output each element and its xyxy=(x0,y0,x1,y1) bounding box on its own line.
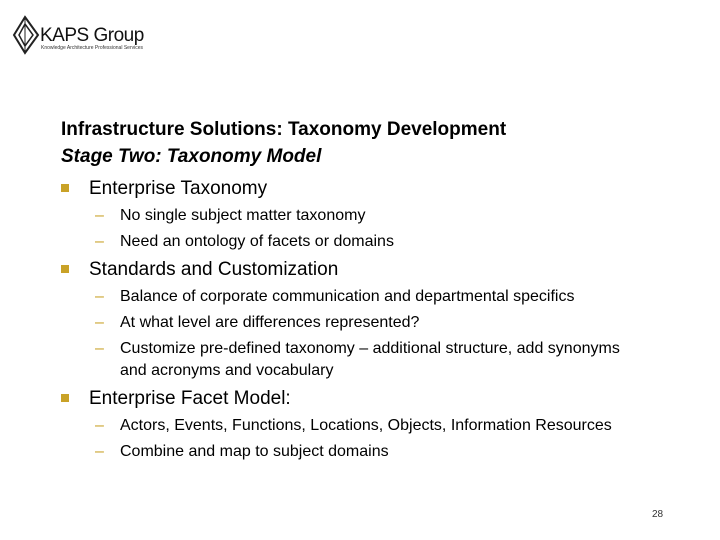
sub-text: At what level are differences represented? xyxy=(120,314,420,331)
dash-icon: – xyxy=(95,417,104,434)
sub-text: Actors, Events, Functions, Locations, Objects, Information Resources xyxy=(120,417,612,434)
sub-text: Customize pre-defined taxonomy – additional structure, add synonyms and acronyms and vocabulary xyxy=(120,340,620,379)
sub-text: No single subject matter taxonomy xyxy=(120,207,366,224)
dash-icon: – xyxy=(95,314,104,331)
sub-text: Need an ontology of facets or domains xyxy=(120,233,394,250)
logo-name: KAPS Group xyxy=(40,25,144,46)
diamond-logo-icon xyxy=(12,14,42,56)
logo-tagline: Knowledge Architecture Professional Services xyxy=(41,45,143,51)
sub-item xyxy=(61,441,640,463)
sub-item xyxy=(61,312,640,334)
dash-icon: – xyxy=(95,233,104,250)
square-bullet-icon xyxy=(61,265,69,273)
slide-title: Infrastructure Solutions: Taxonomy Development xyxy=(61,119,507,140)
sub-text: Combine and map to subject domains xyxy=(120,443,389,460)
bullet-item xyxy=(61,178,681,200)
dash-icon: – xyxy=(95,207,104,224)
sub-list xyxy=(61,415,681,463)
kaps-group-logo xyxy=(12,14,152,56)
dash-icon: – xyxy=(95,443,104,460)
square-bullet-icon xyxy=(61,394,69,402)
slide-subtitle: Stage Two: Taxonomy Model xyxy=(61,146,322,167)
bullet-text: Enterprise Facet Model: xyxy=(89,388,291,409)
sub-list xyxy=(61,286,681,382)
page-number: 28 xyxy=(652,509,664,520)
sub-item xyxy=(61,205,640,227)
sub-item xyxy=(61,338,640,382)
bullet-item xyxy=(61,388,681,410)
dash-icon: – xyxy=(95,340,104,357)
bullet-text: Standards and Customization xyxy=(89,259,339,280)
bullet-text: Enterprise Taxonomy xyxy=(89,178,268,199)
sub-list xyxy=(61,205,681,253)
dash-icon: – xyxy=(95,288,104,305)
sub-item xyxy=(61,415,640,437)
bullet-item xyxy=(61,259,681,281)
sub-text: Balance of corporate communication and departmental specifics xyxy=(120,288,575,305)
square-bullet-icon xyxy=(61,184,69,192)
sub-item xyxy=(61,231,640,253)
slide-content xyxy=(61,178,681,469)
sub-item xyxy=(61,286,640,308)
